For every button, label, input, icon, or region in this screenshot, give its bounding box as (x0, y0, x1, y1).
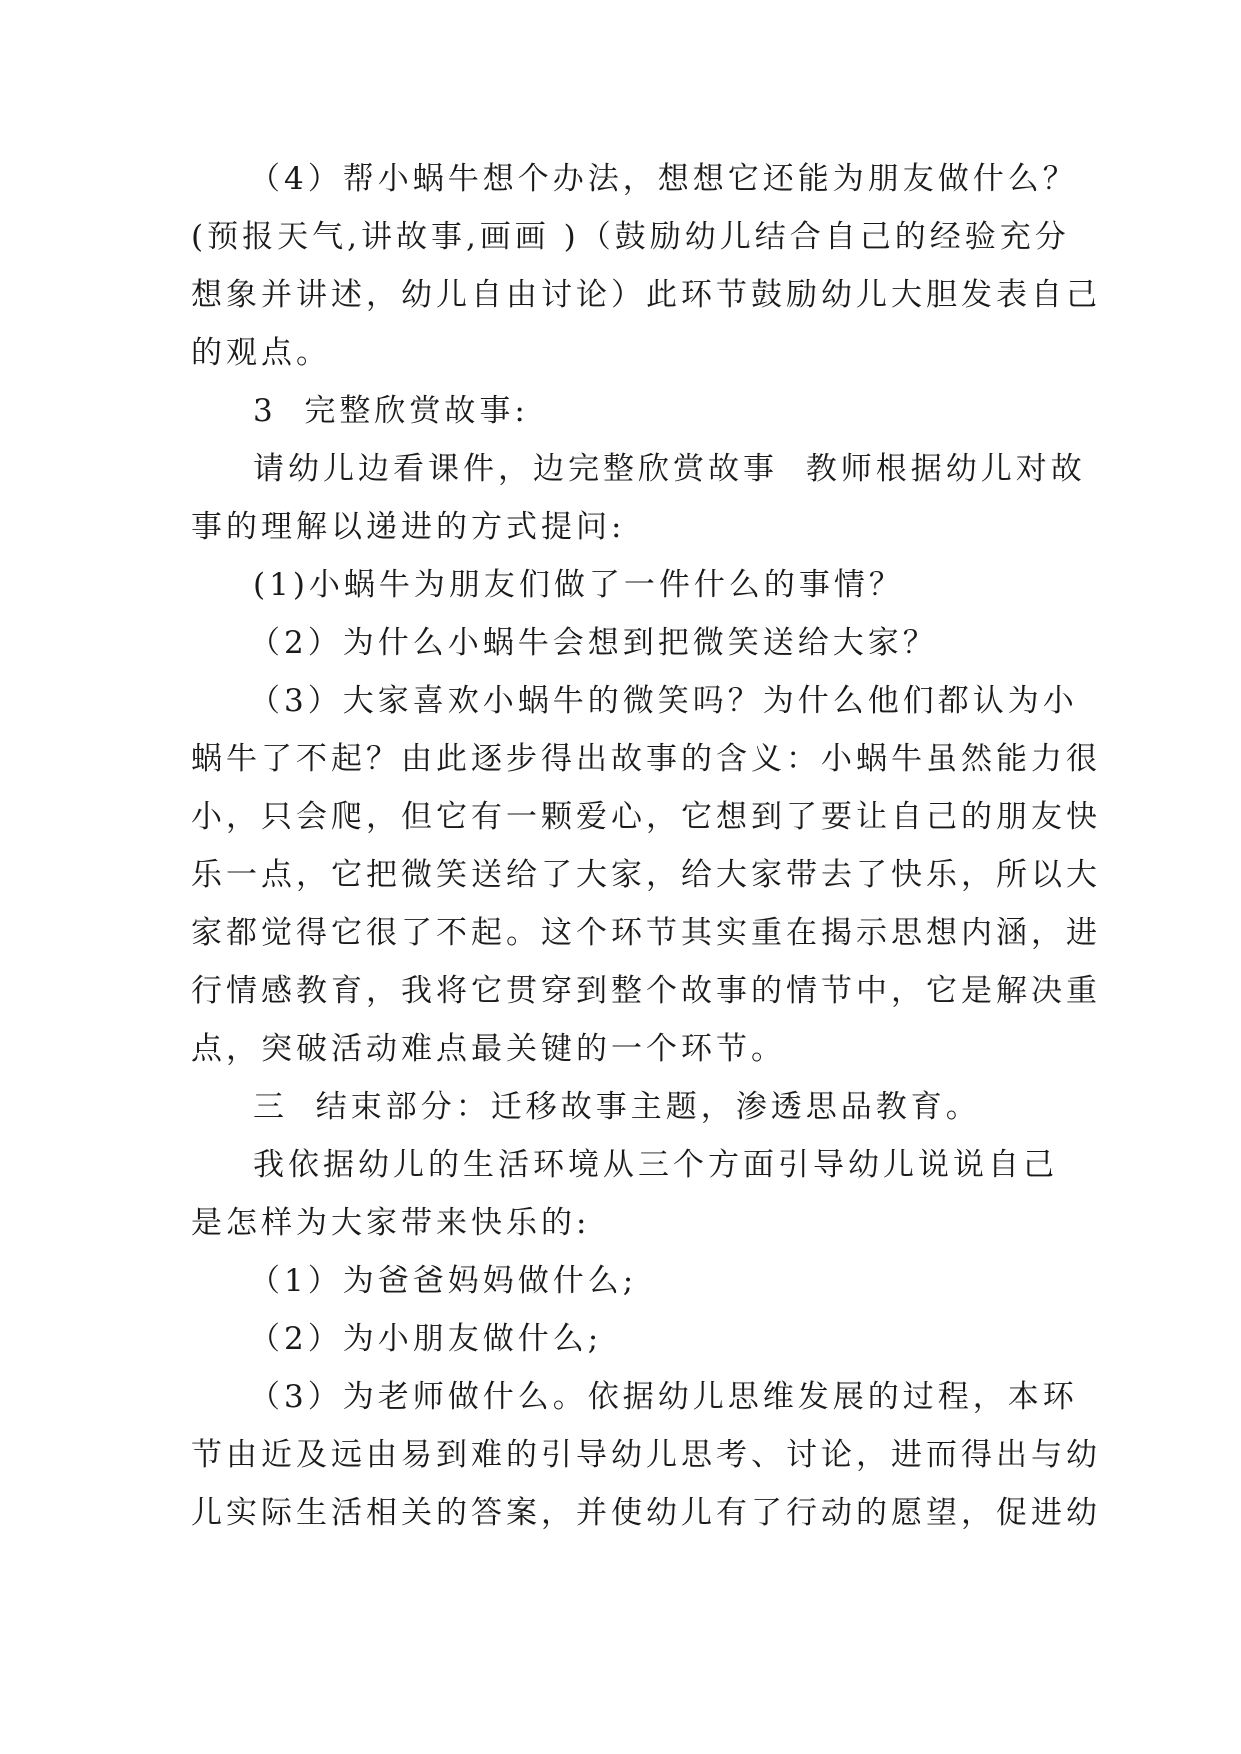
text-line: 3 完整欣赏故事: (253, 393, 529, 429)
text-line: 事的理解以递进的方式提问: (191, 509, 626, 545)
text-line: 小，只会爬，但它有一颗爱心，它想到了要让自己的朋友快 (191, 799, 1101, 835)
text-line: 儿实际生活相关的答案，并使幼儿有了行动的愿望，促进幼 (191, 1495, 1101, 1531)
text-line: (预报天气,讲故事,画画 )（鼓励幼儿结合自己的经验充分 (191, 219, 1070, 255)
text-line: 点，突破活动难点最关键的一个环节。 (191, 1031, 786, 1067)
text-line: （3）为老师做什么。依据幼儿思维发展的过程，本环 (249, 1379, 1078, 1415)
text-line: 家都觉得它很了不起。这个环节其实重在揭示思想内涵，进 (191, 915, 1101, 951)
paragraph-help-snail (191, 150, 1101, 382)
paragraph-watch-courseware (191, 440, 1086, 556)
text-line: （4）帮小蜗牛想个办法，想想它还能为朋友做什么？ (249, 161, 1078, 197)
section-heading-full-story (191, 382, 1051, 440)
text-line: 我依据幼儿的生活环境从三个方面引导幼儿说说自己 (253, 1147, 1058, 1183)
text-line: （3）大家喜欢小蜗牛的微笑吗？为什么他们都认为小 (249, 683, 1078, 719)
text-line: 行情感教育，我将它贯穿到整个故事的情节中，它是解决重 (191, 973, 1101, 1009)
text-line: 是怎样为大家带来快乐的: (191, 1205, 591, 1241)
question-item-3 (191, 672, 1101, 1078)
text-line: 的观点。 (191, 335, 331, 371)
text-line: （2）为小朋友做什么; (249, 1321, 603, 1357)
text-line: 三 结束部分：迁移故事主题，渗透思品教育。 (253, 1089, 981, 1125)
list-item-parents (191, 1252, 1051, 1310)
text-line: （1）为爸爸妈妈做什么; (249, 1263, 638, 1299)
section-heading-ending (191, 1078, 1051, 1136)
paragraph-life-environment (191, 1136, 1058, 1252)
document-page (191, 150, 1101, 1542)
text-line: 节由近及远由易到难的引导幼儿思考、讨论，进而得出与幼 (191, 1437, 1101, 1473)
text-line: 想象并讲述，幼儿自由讨论）此环节鼓励幼儿大胆发表自己 (191, 277, 1101, 313)
list-item-teacher (191, 1368, 1101, 1542)
text-line: 请幼儿边看课件，边完整欣赏故事 教师根据幼儿对故 (253, 451, 1086, 487)
text-line: 蜗牛了不起？由此逐步得出故事的含义：小蜗牛虽然能力很 (191, 741, 1101, 777)
text-line: 乐一点，它把微笑送给了大家，给大家带去了快乐，所以大 (191, 857, 1101, 893)
text-line: (1)小蜗牛为朋友们做了一件什么的事情？ (253, 567, 904, 603)
list-item-friends (191, 1310, 1051, 1368)
text-line: （2）为什么小蜗牛会想到把微笑送给大家？ (249, 625, 938, 661)
question-item-1 (191, 556, 1051, 614)
question-item-2 (191, 614, 1051, 672)
